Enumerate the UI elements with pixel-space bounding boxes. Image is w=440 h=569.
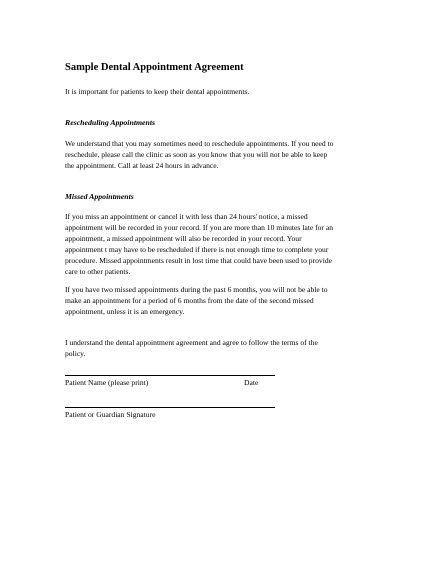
- paragraph-line: procedure. Missed appointments result in lost time that could have been used to provide: [65, 256, 332, 265]
- paragraph-line: We understand that you may sometimes need to reschedule appointments. If you need to: [65, 139, 334, 148]
- intro-line: It is important for patients to keep their dental appointments.: [65, 87, 250, 96]
- rescheduling-paragraph: [65, 138, 365, 171]
- rescheduling-heading: Rescheduling Appointments: [65, 118, 156, 127]
- paragraph-line: I understand the dental appointment agreement and agree to follow the terms of the: [65, 338, 318, 347]
- paragraph-line: appointment t may have to be rescheduled if there is not enough time to complete your: [65, 245, 329, 254]
- paragraph-line: appointment will be recorded in your record. If you are more than 10 minutes late for an: [65, 223, 334, 232]
- paragraph-line: If you miss an appointment or cancel it with less than 24 hours' notice, a missed: [65, 212, 308, 221]
- missed-paragraph-2: [65, 284, 365, 317]
- paragraph-line: appointment, a missed appointment will also be recorded in your record. Your: [65, 234, 302, 243]
- paragraph-line: appointment, unless it is an emergency.: [65, 307, 185, 316]
- paragraph-line: make an appointment for a period of 6 months from the date of the second missed: [65, 296, 314, 305]
- paragraph-line: reschedule, please call the clinic as soon as you know that you will not be able to keep: [65, 150, 328, 159]
- missed-paragraph-1: [65, 211, 365, 277]
- date-label: Date: [244, 378, 259, 387]
- missed-heading: Missed Appointments: [65, 192, 134, 201]
- paragraph-line: If you have two missed appointments during the past 6 months, you will not be able to: [65, 285, 328, 294]
- guardian-signature-label: Patient or Guardian Signature: [65, 410, 156, 419]
- document-title: Sample Dental Appointment Agreement: [65, 62, 244, 73]
- intro-text: [65, 86, 365, 97]
- agreement-paragraph: [65, 337, 365, 359]
- paragraph-line: the appointment. Call at least 24 hours in advance.: [65, 161, 219, 170]
- guardian-signature-line[interactable]: [65, 407, 275, 408]
- paragraph-line: care to other patients.: [65, 267, 131, 276]
- patient-name-line[interactable]: [65, 375, 275, 376]
- patient-name-label: Patient Name (please print): [65, 378, 149, 387]
- paragraph-line: policy.: [65, 349, 86, 358]
